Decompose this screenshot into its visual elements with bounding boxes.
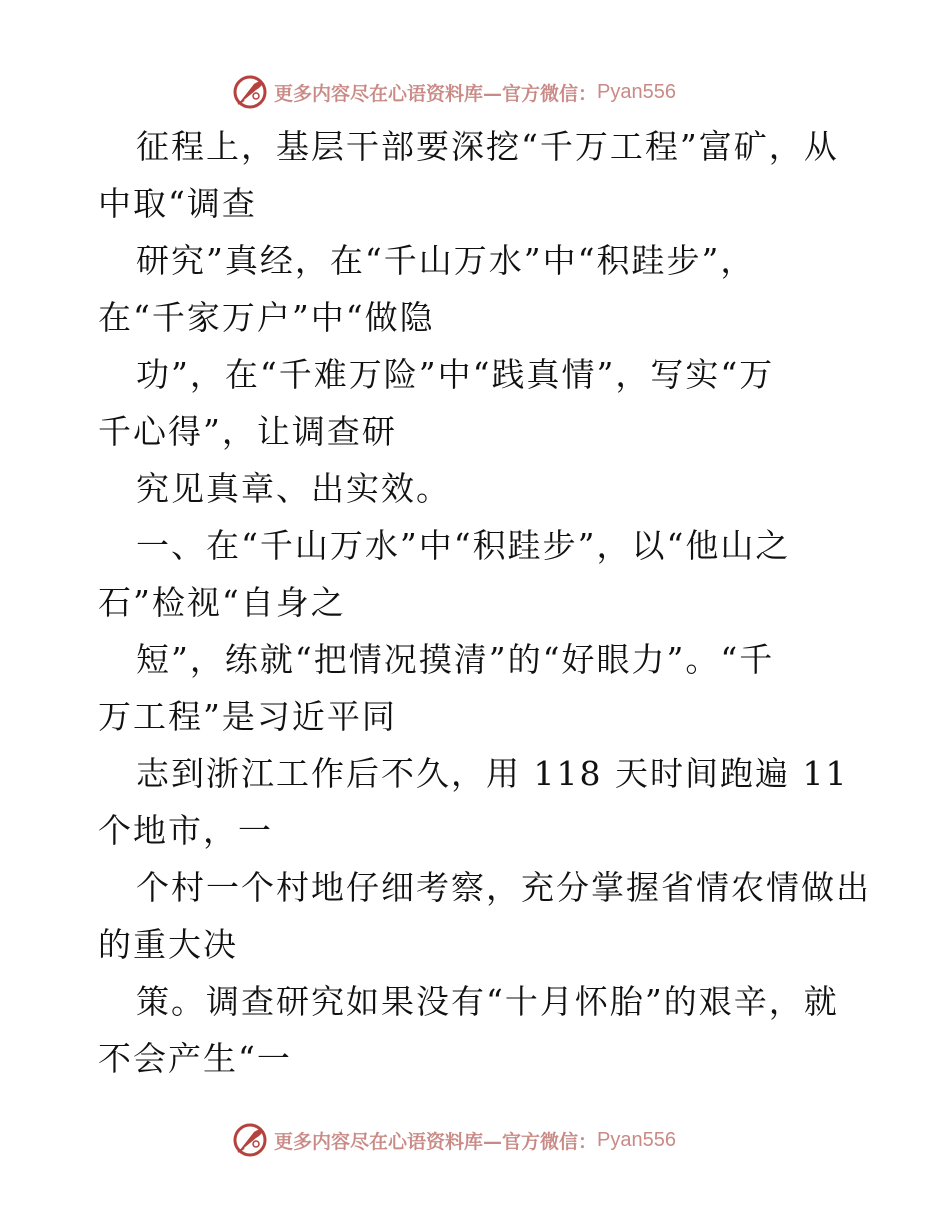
text-line: 石”检视“自身之	[98, 583, 346, 622]
watermark-text: 更多内容尽在心语资料库—官方微信：	[274, 82, 598, 105]
footer-watermark	[232, 1120, 676, 1160]
header-watermark	[232, 72, 676, 112]
document-body	[98, 118, 871, 1087]
text-line: 个地市，一	[98, 811, 273, 850]
text-line: 千心得”，让调查研	[98, 412, 397, 451]
text-line: 究见真章、出实效。	[136, 469, 451, 508]
quill-pen-logo-icon	[232, 74, 268, 110]
text-line: 策。调查研究如果没有“十月怀胎”的艰辛，就	[136, 982, 839, 1021]
text-line: 在“千家万户”中“做隐	[98, 298, 435, 337]
watermark-wechat-id: Pyan556	[597, 80, 676, 103]
text-line: 征程上，基层干部要深挖“千万工程”富矿，从	[136, 127, 839, 166]
text-line: 短”，练就“把情况摸清”的“好眼力”。“千	[136, 640, 775, 679]
text-line: 研究”真经，在“千山万水”中“积跬步”，	[136, 241, 756, 280]
text-line: 的重大决	[98, 925, 238, 964]
text-line: 中取“调查	[98, 184, 257, 223]
text-line: 不会产生“一	[98, 1039, 292, 1078]
watermark-text: 更多内容尽在心语资料库—官方微信：	[274, 1130, 598, 1153]
text-line: 万工程”是习近平同	[98, 697, 397, 736]
watermark-wechat-id: Pyan556	[597, 1128, 676, 1151]
quill-pen-logo-icon	[232, 1122, 268, 1158]
text-line: 志到浙江工作后不久，用 118 天时间跑遍 11	[136, 754, 849, 793]
text-line: 一、在“千山万水”中“积跬步”，以“他山之	[136, 526, 791, 565]
text-line: 功”，在“千难万险”中“践真情”，写实“万	[136, 355, 775, 394]
text-line: 个村一个村地仔细考察，充分掌握省情农情做出	[136, 868, 871, 907]
